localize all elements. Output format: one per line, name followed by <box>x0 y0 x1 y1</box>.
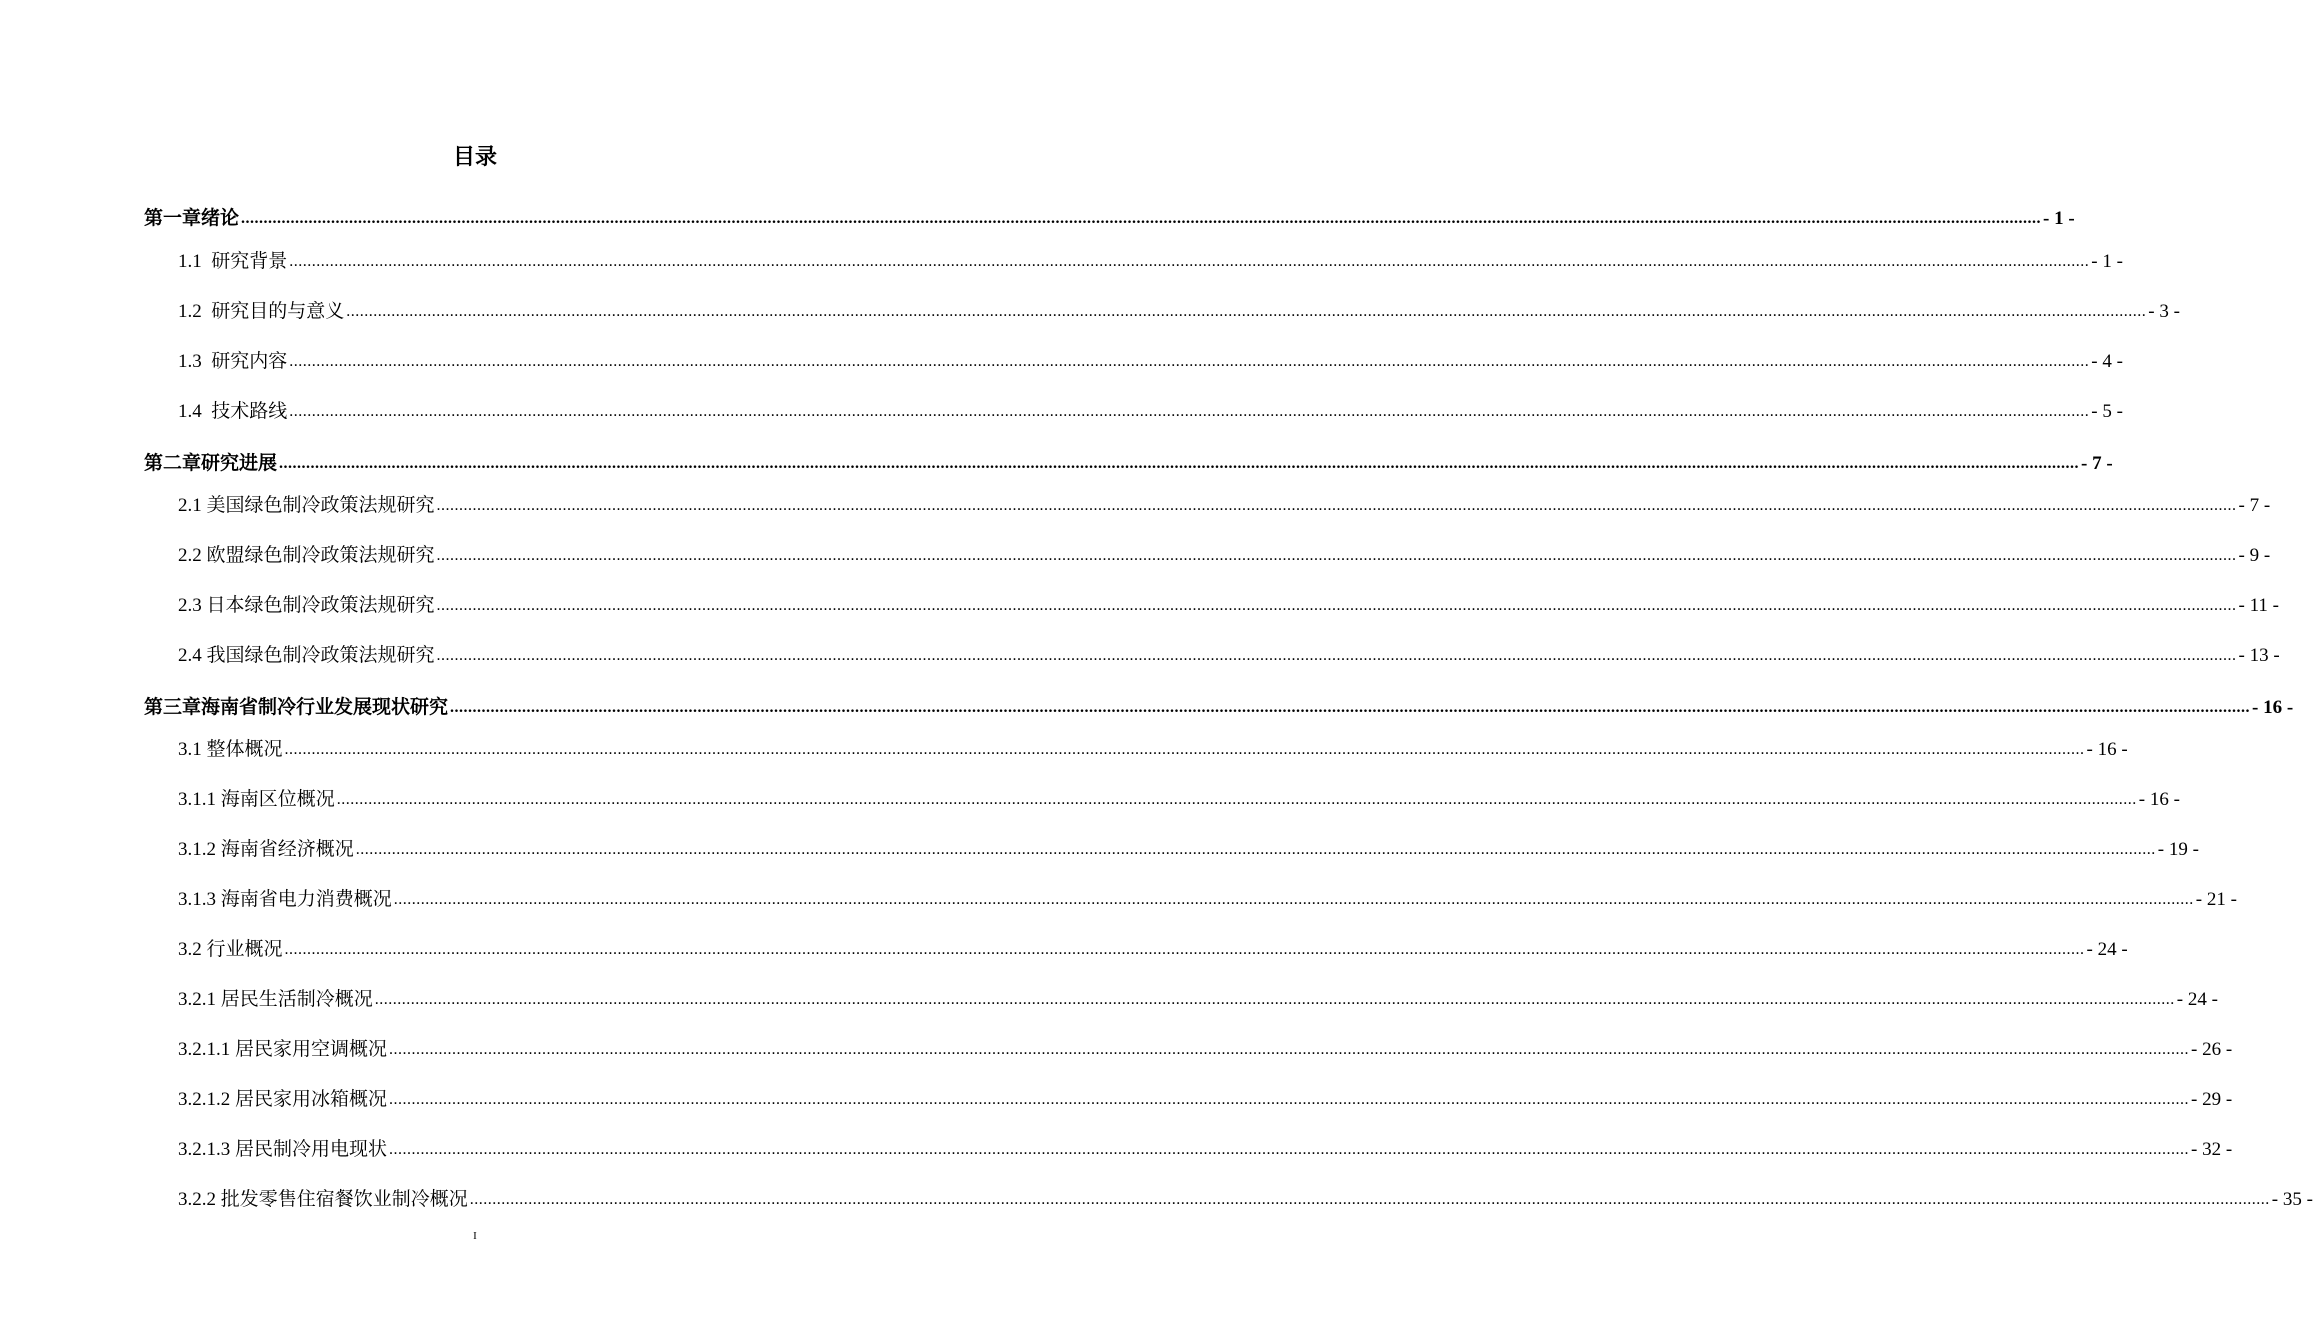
toc-entry-label <box>178 737 285 762</box>
toc-page-number: - 9 - <box>2238 545 2271 566</box>
toc-page-number: - 26 - <box>2191 1039 2233 1060</box>
toc-entry-number: 3.2.1.2 <box>178 1089 235 1110</box>
toc-dot-leader: ................................................................................................................................................................................................................................................................................................................................................................................................................ <box>355 841 2156 858</box>
toc-section-entry[interactable] <box>178 384 2123 424</box>
toc-entry-title: 美国绿色制冷政策法规研究 <box>206 494 435 516</box>
toc-entry-title: 行业概况 <box>206 938 283 960</box>
toc-page-number: - 21 - <box>2195 889 2237 910</box>
toc-entry-title: 整体概况 <box>206 738 283 760</box>
toc-entry-title: 海南省电力消费概况 <box>220 888 392 910</box>
toc-page-number: - 19 - <box>2157 839 2199 860</box>
toc-entry-title: 第二章研究进展 <box>144 452 278 474</box>
toc-page-number: - 4 - <box>2091 351 2123 372</box>
toc-entry-title: 研究目的与意义 <box>211 300 345 322</box>
toc-entry-number: 3.1 <box>178 739 207 760</box>
toc-entry-label <box>144 695 450 720</box>
toc-page-number: - 16 - <box>2086 739 2128 760</box>
toc-page-number: - 16 - <box>2252 697 2294 718</box>
toc-entry-number: 3.1.3 <box>178 889 221 910</box>
page-title: 目录 <box>452 145 497 170</box>
toc-entry-title: 日本绿色制冷政策法规研究 <box>206 594 435 616</box>
toc-dot-leader: ................................................................................................................................................................................................................................................................................................................................................................................................................ <box>241 210 2042 227</box>
toc-entry-title: 技术路线 <box>211 400 288 422</box>
toc-entry-title: 海南省经济概况 <box>220 838 354 860</box>
toc-section-entry[interactable] <box>178 1072 2233 1112</box>
toc-entry-title: 我国绿色制冷政策法规研究 <box>206 644 435 666</box>
toc-entry-label <box>178 837 356 862</box>
toc-dot-leader: ................................................................................................................................................................................................................................................................................................................................................................................................................ <box>346 303 2147 320</box>
toc-chapter-entry[interactable] <box>144 436 2113 476</box>
toc-entry-title: 批发零售住宿餐饮业制冷概况 <box>220 1188 468 1210</box>
toc-section-entry[interactable] <box>178 334 2123 374</box>
toc-entry-title: 居民生活制冷概况 <box>220 988 373 1010</box>
toc-entry-title: 研究内容 <box>211 350 288 372</box>
toc-dot-leader: ................................................................................................................................................................................................................................................................................................................................................................................................................ <box>284 941 2085 958</box>
toc-dot-leader: ................................................................................................................................................................................................................................................................................................................................................................................................................ <box>436 497 2237 514</box>
toc-entry-number: 3.1.2 <box>178 839 221 860</box>
toc-entry-label <box>178 987 375 1012</box>
toc-page-number: - 1 - <box>2091 251 2123 272</box>
toc-section-entry[interactable] <box>178 822 2199 862</box>
toc-page-number: - 32 - <box>2191 1139 2233 1160</box>
toc-section-entry[interactable] <box>178 234 2123 274</box>
toc-entry-title: 居民家用冰箱概况 <box>235 1088 388 1110</box>
toc-entry-title: 居民家用空调概况 <box>235 1038 388 1060</box>
toc-entry-number: 1.1 <box>178 251 212 272</box>
toc-entry-number: 3.2.1 <box>178 989 221 1010</box>
toc-page-number: - 1 - <box>2043 208 2075 229</box>
toc-dot-leader: ................................................................................................................................................................................................................................................................................................................................................................................................................ <box>436 597 2237 614</box>
toc-entry-number: 3.2.1.3 <box>178 1139 235 1160</box>
toc-dot-leader: ................................................................................................................................................................................................................................................................................................................................................................................................................ <box>436 647 2237 664</box>
toc-entry-number: 1.3 <box>178 351 212 372</box>
toc-dot-leader: ................................................................................................................................................................................................................................................................................................................................................................................................................ <box>374 991 2175 1008</box>
toc-entry-label <box>144 451 279 476</box>
toc-section-entry[interactable] <box>178 1022 2233 1062</box>
toc-section-entry[interactable] <box>178 872 2237 912</box>
toc-entry-number: 2.1 <box>178 495 207 516</box>
toc-entry-label <box>178 1137 389 1162</box>
toc-entry-label <box>178 399 289 424</box>
toc-page-number: - 16 - <box>2138 789 2180 810</box>
toc-entry-title: 居民制冷用电现状 <box>235 1138 388 1160</box>
toc-page-number: - 7 - <box>2238 495 2271 516</box>
toc-chapter-entry[interactable] <box>144 680 2294 720</box>
toc-section-entry[interactable] <box>178 578 2279 618</box>
toc-section-entry[interactable] <box>178 284 2180 324</box>
toc-dot-leader: ................................................................................................................................................................................................................................................................................................................................................................................................................ <box>393 891 2194 908</box>
toc-entry-label <box>178 787 337 812</box>
toc-entry-label <box>178 493 437 518</box>
toc-section-entry[interactable] <box>178 722 2128 762</box>
toc-dot-leader: ................................................................................................................................................................................................................................................................................................................................................................................................................ <box>469 1191 2270 1208</box>
toc-entry-title: 欧盟绿色制冷政策法规研究 <box>206 544 435 566</box>
toc-entry-label <box>178 299 346 324</box>
toc-entry-label <box>178 543 437 568</box>
toc-entry-label <box>178 349 289 374</box>
toc-section-entry[interactable] <box>178 772 2180 812</box>
toc-section-entry[interactable] <box>178 1122 2233 1162</box>
toc-entry-number: 1.2 <box>178 301 212 322</box>
toc-page-number: - 7 - <box>2081 453 2113 474</box>
toc-dot-leader: ................................................................................................................................................................................................................................................................................................................................................................................................................ <box>389 1141 2190 1158</box>
toc-entry-label <box>178 887 394 912</box>
toc-entry-number: 3.2 <box>178 939 207 960</box>
toc-section-entry[interactable] <box>178 478 2271 518</box>
toc-entry-number: 3.2.2 <box>178 1189 221 1210</box>
toc-page-number: - 24 - <box>2086 939 2128 960</box>
toc-entry-number: 1.4 <box>178 401 212 422</box>
toc-entry-label <box>178 249 289 274</box>
toc-dot-leader: ................................................................................................................................................................................................................................................................................................................................................................................................................ <box>289 353 2090 370</box>
toc-dot-leader: ................................................................................................................................................................................................................................................................................................................................................................................................................ <box>389 1091 2190 1108</box>
toc-entry-title: 第三章海南省制冷行业发展现状研究 <box>144 696 449 718</box>
toc-entry-number: 3.1.1 <box>178 789 221 810</box>
toc-entry-label <box>178 937 285 962</box>
toc-entry-title: 研究背景 <box>211 250 288 272</box>
toc-entry-label <box>178 1037 389 1062</box>
toc-entry-label <box>178 1087 389 1112</box>
toc-section-entry[interactable] <box>178 972 2218 1012</box>
toc-dot-leader: ................................................................................................................................................................................................................................................................................................................................................................................................................ <box>450 699 2251 716</box>
toc-page-number: - 13 - <box>2238 645 2280 666</box>
toc-section-entry[interactable] <box>178 1172 2313 1212</box>
toc-section-entry[interactable] <box>178 528 2271 568</box>
toc-section-entry[interactable] <box>178 922 2128 962</box>
toc-entry-title: 第一章绪论 <box>144 207 240 229</box>
toc-dot-leader: ................................................................................................................................................................................................................................................................................................................................................................................................................ <box>284 741 2085 758</box>
toc-page-number: - 35 - <box>2271 1189 2313 1210</box>
toc-dot-leader: ................................................................................................................................................................................................................................................................................................................................................................................................................ <box>289 403 2090 420</box>
toc-entry-number: 3.2.1.1 <box>178 1039 235 1060</box>
toc-page-number: - 29 - <box>2191 1089 2233 1110</box>
toc-chapter-entry[interactable] <box>144 191 2075 231</box>
toc-dot-leader: ................................................................................................................................................................................................................................................................................................................................................................................................................ <box>279 455 2080 472</box>
toc-entry-label <box>178 1187 470 1212</box>
toc-entry-number: 2.3 <box>178 595 207 616</box>
toc-entry-number: 2.2 <box>178 545 207 566</box>
toc-entry-number: 2.4 <box>178 645 207 666</box>
toc-dot-leader: ................................................................................................................................................................................................................................................................................................................................................................................................................ <box>436 547 2237 564</box>
toc-dot-leader: ................................................................................................................................................................................................................................................................................................................................................................................................................ <box>336 791 2137 808</box>
toc-page-number: - 11 - <box>2238 595 2279 616</box>
toc-entry-label <box>144 206 241 231</box>
toc-entry-label <box>178 593 437 618</box>
toc-dot-leader: ................................................................................................................................................................................................................................................................................................................................................................................................................ <box>289 253 2090 270</box>
toc-page-number: - 3 - <box>2148 301 2180 322</box>
toc-dot-leader: ................................................................................................................................................................................................................................................................................................................................................................................................................ <box>389 1041 2190 1058</box>
toc-page-number: - 24 - <box>2176 989 2218 1010</box>
page-number: I <box>473 1230 477 1242</box>
toc-page-number: - 5 - <box>2091 401 2123 422</box>
toc-entry-title: 海南区位概况 <box>220 788 335 810</box>
toc-section-entry[interactable] <box>178 628 2280 668</box>
toc-entry-label <box>178 643 437 668</box>
